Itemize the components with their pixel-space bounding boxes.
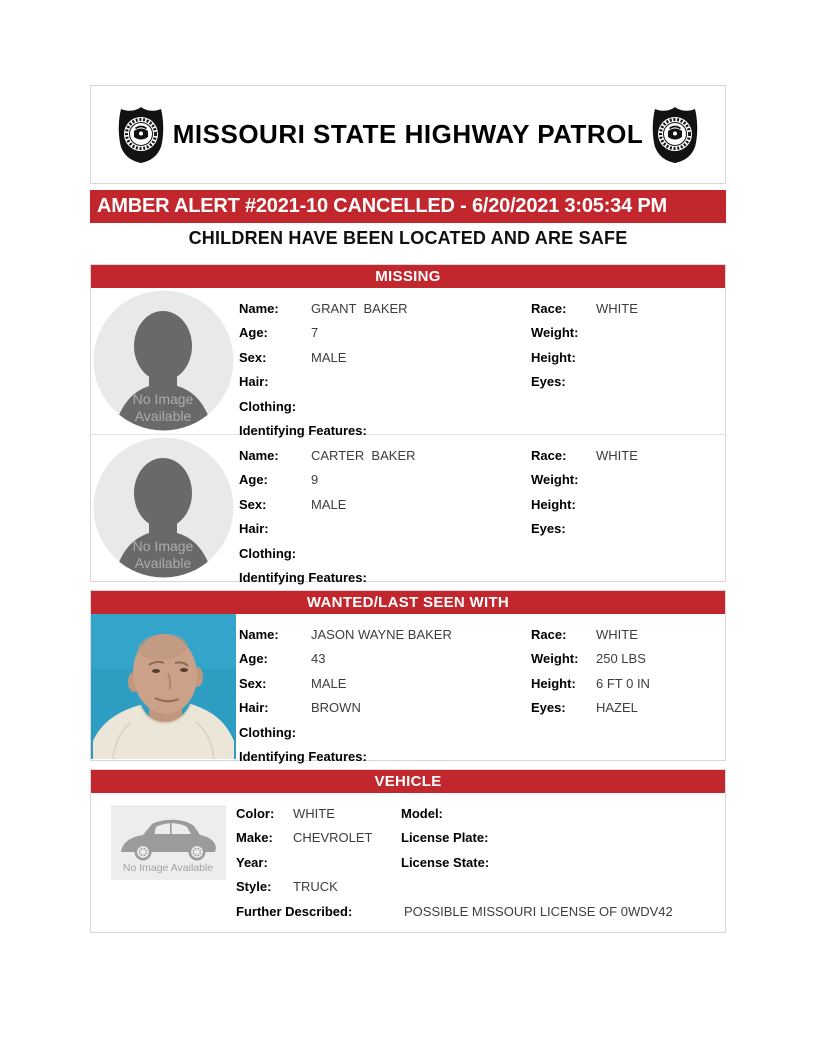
field-value-age: 9 (311, 472, 319, 488)
missing-section (90, 264, 726, 586)
field-value-sex: MALE (311, 349, 347, 365)
field-label-further-described: Further Described: (236, 903, 353, 919)
wanted-person-row (91, 614, 725, 765)
field-label-eyes: Eyes: (531, 700, 566, 716)
mshp-badge-icon (117, 106, 165, 164)
field-label-weight: Weight: (531, 472, 579, 488)
field-value-sex: MALE (311, 496, 347, 512)
field-label-sex: Sex: (239, 496, 267, 512)
vehicle-section (90, 769, 726, 933)
field-value-color: WHITE (293, 805, 335, 821)
field-label-name: Name: (239, 447, 279, 463)
no-image-avatar (91, 435, 236, 580)
field-label-weight: Weight: (531, 651, 579, 667)
field-label-style: Style: (236, 879, 272, 895)
field-label-clothing: Clothing: (239, 398, 297, 414)
field-label-make: Make: (236, 830, 273, 846)
field-label-name: Name: (239, 626, 279, 642)
field-label-height: Height: (531, 675, 576, 691)
no-image-label: No Image (132, 391, 194, 407)
field-value-sex: MALE (311, 675, 347, 691)
field-label-age: Age: (239, 325, 268, 341)
field-label-hair: Hair: (239, 374, 269, 390)
vehicle-row (91, 793, 725, 932)
header (90, 85, 726, 184)
field-label-height: Height: (531, 496, 576, 512)
field-label-race: Race: (531, 626, 567, 642)
no-image-label: Available (134, 555, 192, 571)
field-value-weight: 250 LBS (596, 651, 646, 667)
field-label-sex: Sex: (239, 349, 267, 365)
field-label-license-state: License State: (401, 854, 490, 870)
field-label-age: Age: (239, 472, 268, 488)
field-value-height: 6 FT 0 IN (596, 675, 650, 691)
wanted-section-header: WANTED/LAST SEEN WITH (91, 591, 725, 614)
no-image-label: No Image Available (122, 862, 214, 874)
field-label-hair: Hair: (239, 700, 269, 716)
vehicle-section-header: VEHICLE (91, 770, 725, 793)
field-label-hair: Hair: (239, 521, 269, 537)
field-label-name: Name: (239, 300, 279, 316)
field-label-clothing: Clothing: (239, 545, 297, 561)
wanted-section (90, 590, 726, 765)
field-value-name: GRANT BAKER (311, 300, 408, 316)
suspect-photo (91, 614, 236, 759)
field-label-year: Year: (236, 854, 268, 870)
field-value-race: WHITE (596, 300, 638, 316)
field-label-age: Age: (239, 651, 268, 667)
field-value-race: WHITE (596, 626, 638, 642)
mshp-badge-icon (651, 106, 699, 164)
field-value-eyes: HAZEL (596, 700, 638, 716)
field-value-name: CARTER BAKER (311, 447, 416, 463)
field-label-race: Race: (531, 300, 567, 316)
field-value-name: JASON WAYNE BAKER (311, 626, 452, 642)
no-image-vehicle (111, 805, 226, 880)
page-title: MISSOURI STATE HIGHWAY PATROL (172, 119, 644, 149)
field-label-identifying: Identifying Features: (239, 749, 367, 765)
alert-bulletin (90, 85, 726, 933)
field-label-eyes: Eyes: (531, 521, 566, 537)
field-label-clothing: Clothing: (239, 724, 297, 740)
field-value-make: CHEVROLET (293, 830, 373, 846)
field-label-identifying: Identifying Features: (239, 570, 367, 586)
field-label-color: Color: (236, 805, 275, 821)
alert-banner: AMBER ALERT #2021-10 CANCELLED - 6/20/2021 3:05:34 PM (90, 190, 726, 223)
missing-person-row-1 (91, 288, 725, 439)
field-value-age: 7 (311, 325, 319, 341)
no-image-label: Available (134, 408, 192, 424)
field-value-further-described: POSSIBLE MISSOURI LICENSE OF 0WDV42 (404, 903, 673, 919)
field-label-race: Race: (531, 447, 567, 463)
field-label-eyes: Eyes: (531, 374, 566, 390)
missing-section-header: MISSING (91, 265, 725, 288)
no-image-avatar (91, 288, 236, 433)
field-label-identifying: Identifying Features: (239, 423, 367, 439)
field-label-license-plate: License Plate: (401, 830, 489, 846)
field-value-style: TRUCK (293, 879, 338, 895)
field-label-sex: Sex: (239, 675, 267, 691)
field-label-weight: Weight: (531, 325, 579, 341)
missing-person-row-2 (91, 434, 725, 586)
field-value-race: WHITE (596, 447, 638, 463)
field-label-height: Height: (531, 349, 576, 365)
alert-status-line: CHILDREN HAVE BEEN LOCATED AND ARE SAFE (188, 228, 628, 248)
field-label-model: Model: (401, 805, 443, 821)
no-image-label: No Image (132, 538, 194, 554)
field-value-age: 43 (311, 651, 326, 667)
field-value-hair: BROWN (311, 700, 361, 716)
